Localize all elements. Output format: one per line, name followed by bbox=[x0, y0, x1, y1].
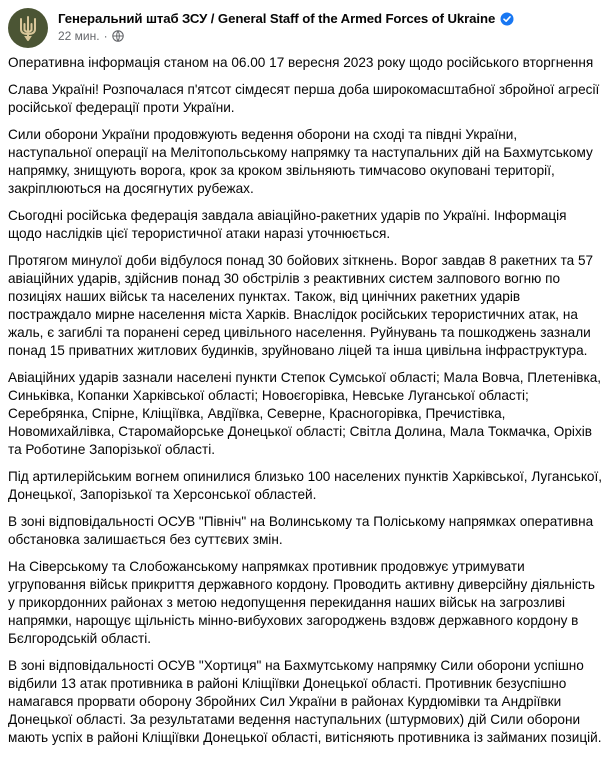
meta-separator: · bbox=[103, 29, 108, 43]
trident-icon bbox=[16, 15, 40, 41]
avatar[interactable] bbox=[8, 8, 48, 48]
post-paragraph: Оперативна інформація станом на 06.00 17 вересня 2023 року щодо російського вторгнення bbox=[8, 55, 594, 70]
post-paragraph: На Сіверському та Слобожанському напрямках противник продовжує утримувати угруповання військ прикриття державного кордону. Проводить активну диверсійну діяльність у прикордонних районах з метою недопущення перекидання наших військ на загрозливі напрямки, нарощує щільність мінно-вибухових загороджень вздовж державного кордону в Бєлгородській області. bbox=[8, 559, 595, 646]
post-body bbox=[8, 46, 604, 747]
header-text bbox=[58, 8, 514, 43]
post-header bbox=[8, 0, 604, 46]
post-paragraph: Під артилерійським вогнем опинилися близько 100 населених пунктів Харківської, Луганської, Донецької, Запорізької та Херсонської областей. bbox=[8, 469, 603, 502]
post-paragraph: Сьогодні російська федерація завдала авіаційно-ракетних ударів по Україні. Інформація щодо наслідків цієї терористичної атаки наразі уточнюється. bbox=[8, 208, 567, 241]
page-name[interactable]: Генеральний штаб ЗСУ / General Staff of the Armed Forces of Ukraine bbox=[58, 11, 496, 26]
post-meta bbox=[58, 29, 514, 43]
post-timestamp[interactable]: 22 мин. bbox=[58, 29, 100, 43]
post-paragraph: В зоні відповідальності ОСУВ "Хортиця" на Бахмутському напрямку Сили оборони успішно відбили 13 атак противника в районі Кліщіївки Донецької області. Противник безуспішно намагався прорвати оборону Збройних Сил України в районах Курдюмівки та Андріївки Донецької області. За результатами ведення наступальних (штурмових) дій Сили оборони мають успіх в районі Кліщіївки Донецької області, витісняють противника із займаних позицій. bbox=[8, 658, 602, 745]
post-paragraph: В зоні відповідальності ОСУВ "Північ" на Волинському та Поліському напрямках оперативна обстановка залишається без суттєвих змін. bbox=[8, 514, 594, 547]
post-paragraph: Слава Україні! Розпочалася п'ятсот сімдесят перша доба широкомасштабної збройної агресії російської федерації проти України. bbox=[8, 82, 600, 115]
post-paragraph: Авіаційних ударів зазнали населені пункти Степок Сумської області; Мала Вовча, Плетенівка, Синьківка, Копанки Харківської області; Новоєгорівка, Невське Луганської області; Серебрянка, Спірне, Кліщіївка, Авдіївка, Северне, Красногорівка, Пречистівка, Новомихайлівка, Старомайорське Донецької області; Світла Долина, Мала Токмачка, Оріхів та Роботине Запорізької області. bbox=[8, 370, 602, 457]
globe-icon[interactable] bbox=[112, 30, 124, 42]
post-paragraph: Сили оборони України продовжують ведення оборони на сході та півдні України, наступальної операції на Мелітопольському напрямку та наступальних дій на Бахмутському напрямку, знищують ворога, крок за кроком звільняють тимчасово окуповані території, закріплюються на досягнутих рубежах. bbox=[8, 127, 593, 196]
post-paragraph: Протягом минулої доби відбулося понад 30 бойових зіткнень. Ворог завдав 8 ракетних та 57 авіаційних ударів, здійснив понад 30 обстрілів з реактивних систем залпового вогню по позиціях наших військ та населених пунктах. Також, від цинічних ракетних ударів постраждало мирне населення міста Харків. Внаслідок російських терористичних атак, на жаль, є загиблі та поранені серед цивільного населення. Руйнувань та пошкоджень зазнали понад 15 приватних житлових будинків, зруйновано ліцей та інша цивільна інфраструктура. bbox=[8, 253, 594, 358]
page-name-row bbox=[58, 11, 514, 26]
verified-badge-icon bbox=[500, 12, 514, 26]
